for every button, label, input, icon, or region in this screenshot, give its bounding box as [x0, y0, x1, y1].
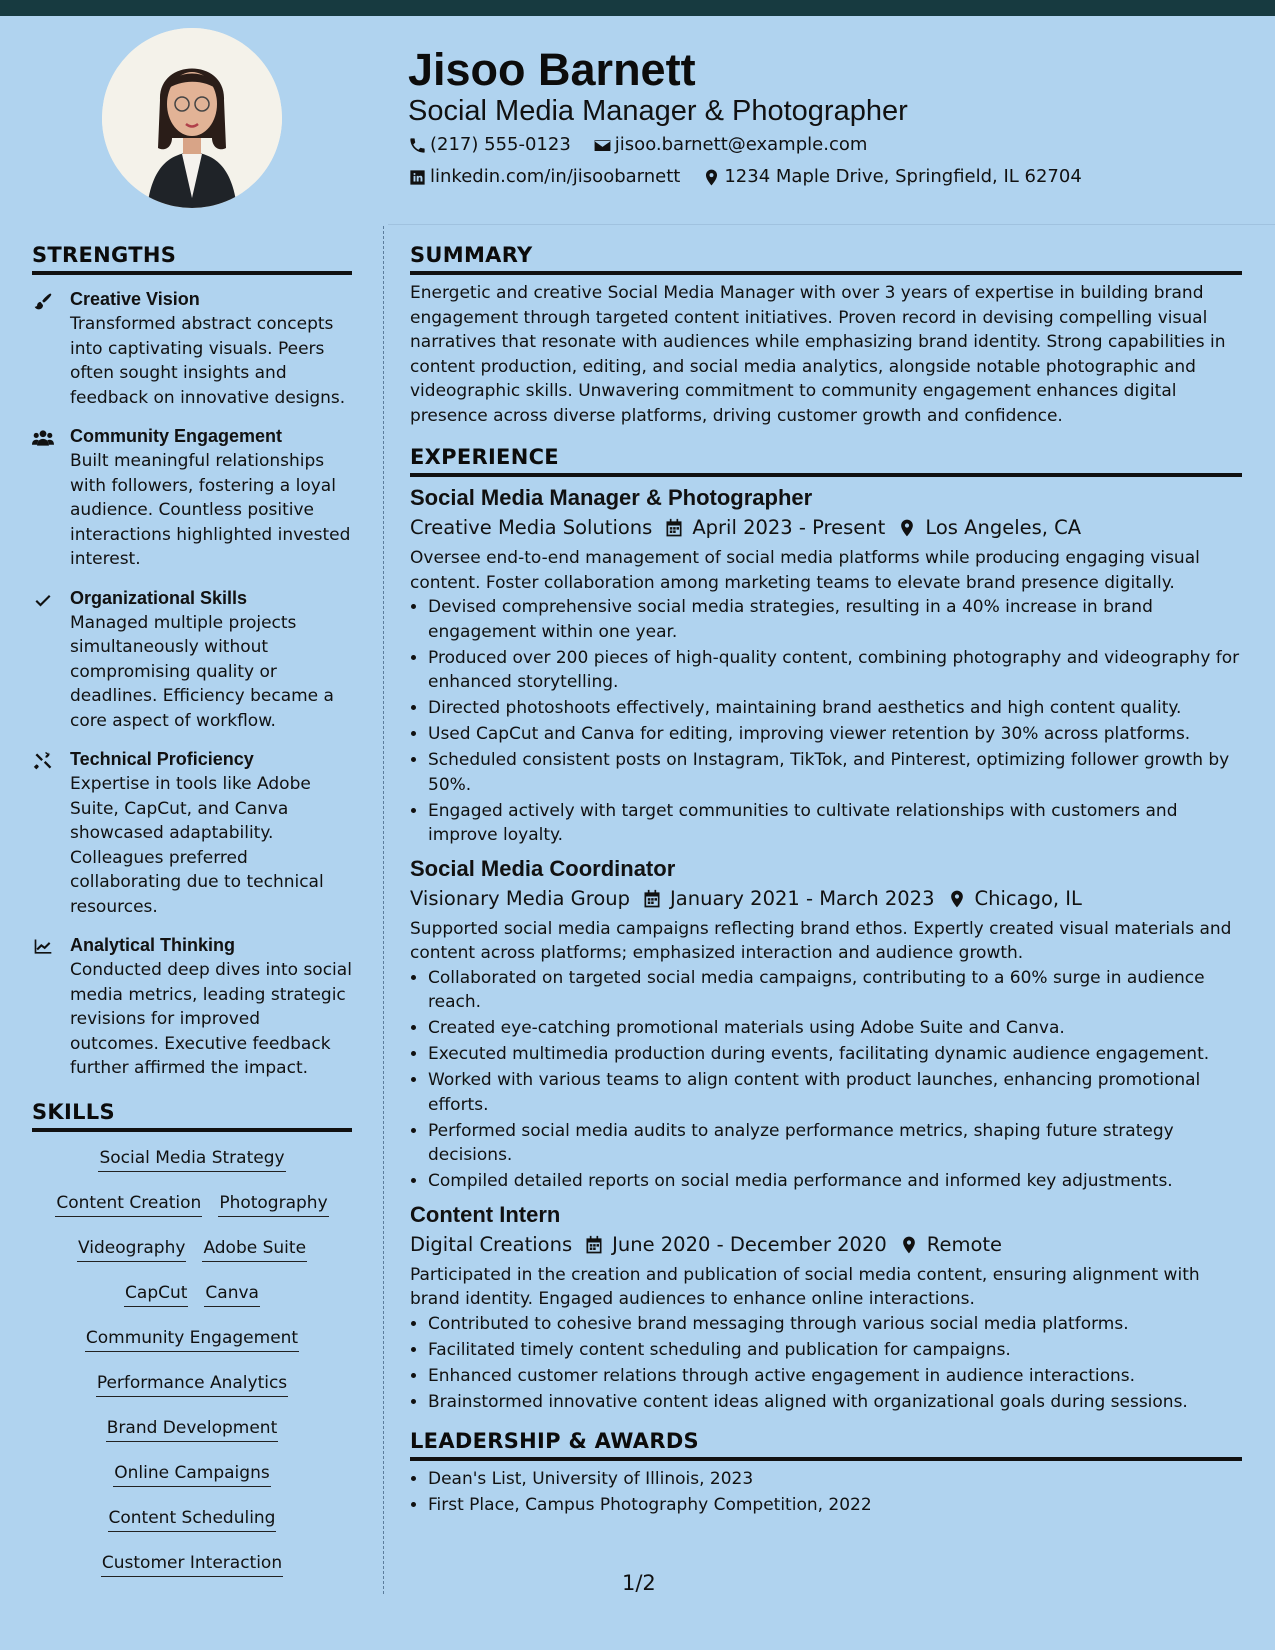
column-divider — [383, 226, 384, 1594]
job-location: Remote — [926, 1232, 1003, 1256]
skill-tag: Online Campaigns — [113, 1461, 270, 1487]
map-pin-icon — [702, 168, 721, 187]
bullet-item: • Produced over 200 pieces of high-quality content, combining photography and videography for enhanced storytelling. — [428, 646, 1242, 695]
phone-contact — [408, 133, 571, 157]
bullet-item: • Contributed to cohesive brand messaging through various social media platforms. — [428, 1312, 1242, 1337]
skill-tag: Content Scheduling — [108, 1506, 277, 1532]
strength-item — [32, 933, 352, 1081]
bullet-item: • Worked with various teams to align content with product launches, enhancing promotional efforts. — [428, 1068, 1242, 1117]
strength-desc: Managed multiple projects simultaneously without compromising quality or deadlines. Efficiency became a core aspect of workflow. — [70, 612, 334, 731]
linkedin-icon — [408, 168, 427, 187]
strength-desc: Conducted deep dives into social media metrics, leading strategic revisions for improved outcomes. Executive feedback further affirmed the impact. — [70, 960, 352, 1078]
skills-list — [32, 1146, 352, 1596]
job-meta — [410, 884, 1242, 914]
job-bullets — [410, 595, 1242, 848]
experience-heading: EXPERIENCE — [410, 442, 1242, 477]
job-bullets — [410, 966, 1242, 1194]
bullet-item: • Directed photoshoots effectively, maintaining brand aesthetics and high content quality. — [428, 696, 1242, 721]
strength-desc: Expertise in tools like Adobe Suite, CapCut, and Canva showcased adaptability. Colleagues preferred collaborating due to technical resources. — [70, 774, 324, 917]
skills-heading: SKILLS — [32, 1097, 352, 1132]
job-title: Social Media Coordinator — [410, 855, 676, 881]
candidate-title: Social Media Manager & Photographer — [408, 95, 908, 127]
job-meta — [410, 1230, 1242, 1260]
strength-title: Technical Proficiency — [70, 749, 254, 769]
users-icon — [32, 428, 54, 448]
contact-row-1 — [408, 133, 889, 157]
job-dates: January 2021 - March 2023 — [670, 886, 935, 910]
address-text: 1234 Maple Drive, Springfield, IL 62704 — [724, 166, 1082, 187]
calendar-icon — [664, 518, 684, 538]
tools-icon — [32, 751, 54, 771]
strength-item — [32, 586, 352, 734]
skill-tag: CapCut — [124, 1281, 188, 1307]
job-title: Content Intern — [410, 1201, 561, 1227]
email-contact[interactable] — [593, 133, 868, 157]
linkedin-contact[interactable] — [408, 165, 680, 189]
skill-tag: Social Media Strategy — [98, 1146, 285, 1172]
skill-tag: Customer Interaction — [101, 1551, 283, 1577]
bullet-item: • Scheduled consistent posts on Instagram, TikTok, and Pinterest, optimizing follower growth by 50%. — [428, 748, 1242, 797]
strength-item — [32, 747, 352, 919]
award-item: • Dean's List, University of Illinois, 2023 — [428, 1467, 1242, 1492]
bullet-item: • Facilitated timely content scheduling and publication for campaigns. — [428, 1338, 1242, 1363]
right-column — [410, 240, 1242, 1519]
phone-text: (217) 555-0123 — [430, 134, 571, 155]
chart-line-icon — [32, 937, 54, 957]
awards-heading: LEADERSHIP & AWARDS — [410, 1426, 1242, 1461]
strength-title: Community Engagement — [70, 426, 283, 446]
skill-tag: Adobe Suite — [202, 1236, 307, 1262]
job-description: Supported social media campaigns reflecting brand ethos. Expertly created visual materials and content across platforms; emphasized interaction and audience growth. — [410, 918, 1232, 963]
candidate-name: Jisoo Barnett — [408, 44, 696, 95]
header-divider — [388, 224, 1275, 225]
skill-tag: Videography — [77, 1236, 186, 1262]
job-description: Participated in the creation and publication of social media content, ensuring alignment with brand identity. Engaged audiences to enhance online interactions. — [410, 1264, 1200, 1309]
contact-row-2 — [408, 165, 1104, 189]
portrait-image — [102, 28, 282, 208]
bullet-item: • Created eye-catching promotional materials using Adobe Suite and Canva. — [428, 1016, 1242, 1041]
email-text[interactable]: jisoo.barnett@example.com — [614, 134, 868, 155]
linkedin-text[interactable]: linkedin.com/in/jisoobarnett — [430, 166, 681, 187]
job-location: Los Angeles, CA — [925, 516, 1082, 539]
job-title: Social Media Manager & Photographer — [410, 485, 813, 510]
calendar-icon — [584, 1235, 604, 1255]
strength-desc: Transformed abstract concepts into captivating visuals. Peers often sought insights and feedback on innovative designs. — [70, 314, 346, 408]
skill-tag: Content Creation — [55, 1191, 202, 1217]
map-pin-icon — [947, 889, 967, 909]
address-contact — [702, 165, 1081, 189]
job-dates: April 2023 - Present — [692, 516, 886, 539]
bullet-item: • Engaged actively with target communities to cultivate relationships with customers and improve loyalty. — [428, 799, 1242, 848]
bullet-item: • Enhanced customer relations through active engagement in audience interactions. — [428, 1364, 1242, 1389]
award-item: • First Place, Campus Photography Competition, 2022 — [428, 1493, 1242, 1518]
job-entry — [410, 483, 1242, 848]
bullet-item: • Collaborated on targeted social media campaigns, contributing to a 60% surge in audience reach. — [428, 966, 1242, 1015]
job-company: Visionary Media Group — [410, 886, 631, 910]
bullet-item: • Compiled detailed reports on social media performance and informed key adjustments. — [428, 1169, 1242, 1194]
top-accent-bar — [0, 0, 1275, 16]
job-bullets — [410, 1312, 1242, 1415]
checkmark-icon — [32, 590, 54, 610]
skill-tag: Community Engagement — [85, 1326, 299, 1352]
skill-tag: Photography — [218, 1191, 328, 1217]
skill-tag: Brand Development — [106, 1416, 278, 1442]
profile-photo — [102, 28, 282, 208]
left-column — [32, 240, 352, 1596]
strength-title: Organizational Skills — [70, 587, 248, 608]
strength-title: Creative Vision — [70, 289, 200, 309]
bullet-item: • Brainstormed innovative content ideas aligned with organizational goals during sessions. — [428, 1390, 1242, 1415]
skill-tag: Performance Analytics — [96, 1371, 288, 1397]
job-entry — [410, 1200, 1242, 1415]
strengths-heading: STRENGTHS — [32, 240, 352, 275]
page-number: 1/2 — [622, 1571, 656, 1595]
job-company: Creative Media Solutions — [410, 516, 653, 539]
calendar-icon — [642, 889, 662, 909]
job-entry — [410, 854, 1242, 1194]
summary-heading: SUMMARY — [410, 240, 1242, 275]
bullet-item: • Executed multimedia production during events, facilitating dynamic audience engagement. — [428, 1042, 1242, 1067]
paintbrush-icon — [32, 291, 54, 311]
strength-item — [32, 287, 352, 410]
summary-text: Energetic and creative Social Media Manager with over 3 years of expertise in building brand engagement through targeted content initiatives. Proven record in devising compelling visual narratives that resonate with audiences while emphasizing brand identity. Strong capabilities in content production, editing, and social media analytics, alongside notable photographic and videographic skills. Unwavering commitment to community engagement enhances digital presence across diverse platforms, driving customer growth and confidence. — [410, 283, 1226, 426]
awards-list — [410, 1467, 1242, 1518]
map-pin-icon — [899, 1235, 919, 1255]
job-company: Digital Creations — [410, 1232, 573, 1256]
job-description: Oversee end-to-end management of social media platforms while producing engaging visual content. Foster collaboration among marketing teams to elevate brand presence digitally. — [410, 548, 1200, 593]
phone-icon — [408, 136, 427, 155]
job-meta — [410, 513, 1242, 543]
map-pin-icon — [897, 518, 917, 538]
envelope-icon — [593, 136, 612, 155]
strength-item — [32, 424, 352, 572]
strength-desc: Built meaningful relationships with followers, fostering a loyal audience. Countless positive interactions highlighted invested interest. — [70, 451, 351, 569]
bullet-item: • Used CapCut and Canva for editing, improving viewer retention by 30% across platforms. — [428, 722, 1242, 747]
bullet-item: • Devised comprehensive social media strategies, resulting in a 40% increase in brand engagement within one year. — [428, 595, 1242, 644]
strength-title: Analytical Thinking — [70, 935, 236, 955]
bullet-item: • Performed social media audits to analyze performance metrics, shaping future strategy decisions. — [428, 1119, 1242, 1168]
job-location: Chicago, IL — [974, 886, 1082, 910]
job-dates: June 2020 - December 2020 — [612, 1232, 887, 1256]
skill-tag: Canva — [204, 1281, 260, 1307]
